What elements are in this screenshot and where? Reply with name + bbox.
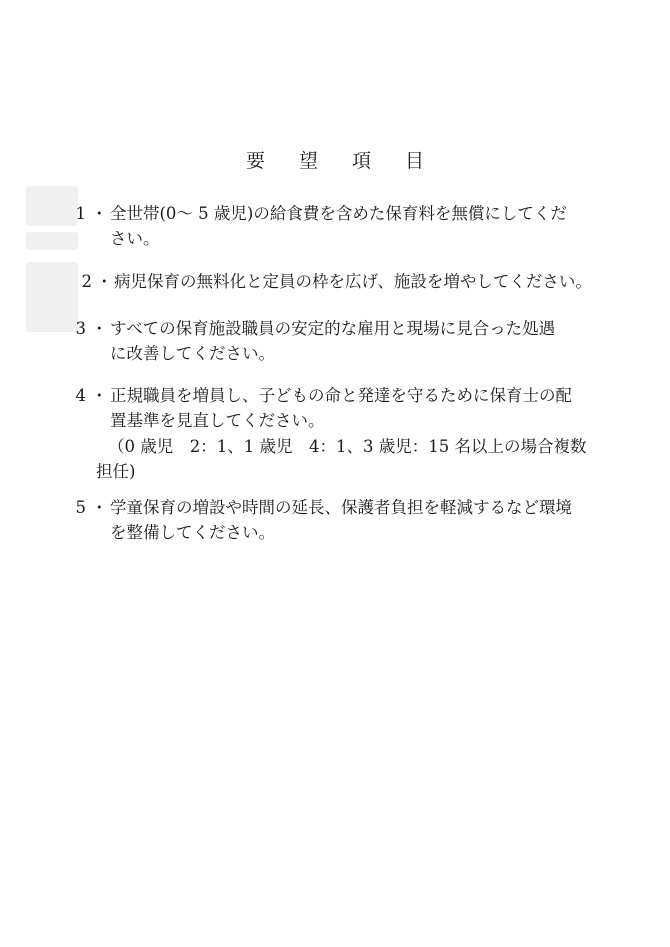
item-bullet: ・ (91, 386, 108, 405)
item-number: 1 (75, 204, 86, 223)
item-text-line: さい。 (110, 229, 160, 248)
item-note-line: （0 歳児 2：1、1 歳児 4：1、3 歳児：15 名以上の場合複数 (108, 437, 587, 456)
item-bullet: ・ (96, 272, 113, 291)
scan-smudge (26, 262, 78, 332)
item-number: 2 (81, 272, 92, 291)
item-bullet: ・ (91, 204, 108, 223)
item-text-line: 病児保育の無料化と定員の枠を広げ、施設を増やしてください。 (114, 272, 592, 291)
item-text-line: 置基準を見直してください。 (110, 411, 325, 430)
item-text-line: に改善してください。 (110, 344, 275, 363)
item-bullet: ・ (91, 319, 108, 338)
item-number: 5 (75, 498, 86, 517)
item-text-line: すべての保育施設職員の安定的な雇用と現場に見合った処遇 (110, 319, 556, 338)
item-text-line: 学童保育の増設や時間の延長、保護者負担を軽減するなど環境 (110, 498, 572, 517)
item-text-line: 正規職員を増員し、子どもの命と発達を守るために保育士の配 (110, 386, 572, 405)
item-bullet: ・ (91, 498, 108, 517)
scan-smudge (26, 186, 78, 226)
document-title: 要 望 項 目 (245, 150, 439, 172)
item-number: 4 (75, 386, 86, 405)
item-number: 3 (75, 319, 86, 338)
item-note-line: 担任) (96, 462, 136, 481)
item-text-line: を整備してください。 (110, 523, 275, 542)
item-text-line: 全世帯(0～ 5 歳児)の給食費を含めた保育料を無償にしてくだ (110, 204, 567, 223)
scan-smudge (26, 232, 78, 250)
